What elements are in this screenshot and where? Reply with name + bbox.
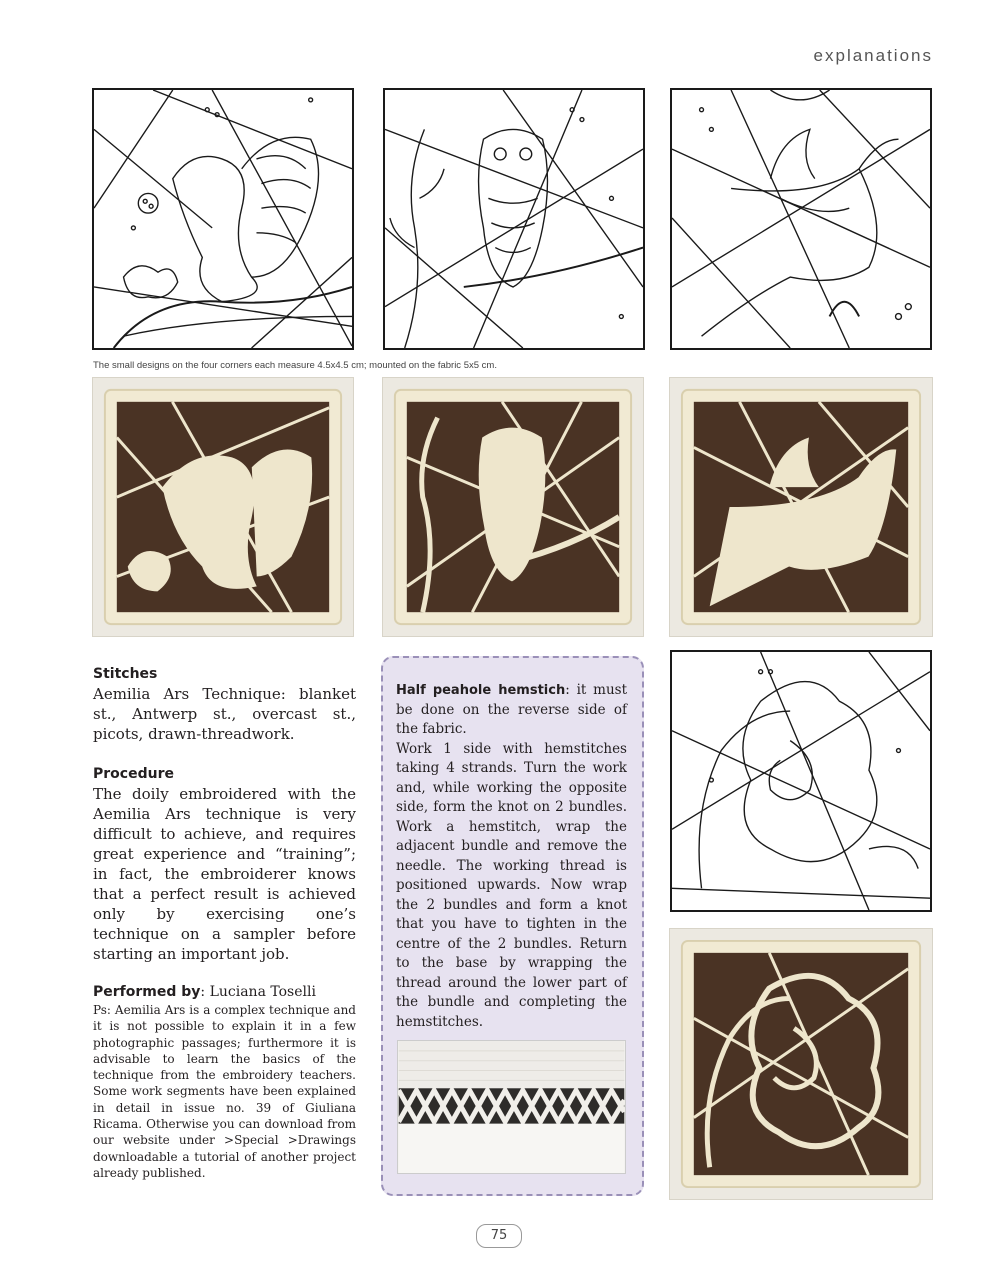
squirrel-drawing xyxy=(92,88,354,350)
hemstitch-intro-text: : it must be done on the reverse side of the fabric. xyxy=(396,682,627,737)
performed-by xyxy=(93,982,356,1002)
procedure-text: The doily embroidered with the Aemilia Ars technique is very difficult to achieve, and requires great experience and “training”; in fact, the embroiderer knows that a perfect result is achieved only by exercising one’s technique on a sampler before starting an important job. xyxy=(93,785,356,963)
bird-embroidery-photo xyxy=(669,377,933,637)
squirrel-embroidery-photo xyxy=(92,377,354,637)
page-number: 75 xyxy=(476,1224,522,1248)
stitches-text: Aemilia Ars Technique: blanket st., Antwerp st., overcast st., picots, drawn-threadwork. xyxy=(93,685,356,743)
hemstitch-sample-photo xyxy=(397,1040,626,1174)
stitches-heading: Stitches xyxy=(93,666,158,682)
dimensions-caption: The small designs on the four corners each measure 4.5x4.5 cm; mounted on the fabric 5x5 cm. xyxy=(93,360,497,371)
owl-drawing xyxy=(383,88,645,350)
hemstitch-intro xyxy=(396,681,627,740)
performer-name: : Luciana Toselli xyxy=(200,984,316,1000)
flower-drawing xyxy=(670,650,932,912)
performed-by-label: Performed by xyxy=(93,984,201,1000)
section-label: explanations xyxy=(813,46,933,65)
postscript-note: Ps: Aemilia Ars is a complex technique and it is not possible to explain it in a few photographic passages; furthermore it is advisable to learn the basics of the technique from the embroidery teachers. Some work segments have been explained in detail in issue no. 39 of Giuliana Ricama. Otherwise you can download from our website under >Special >Drawings downloadable a tutorial of another project already published. xyxy=(93,1003,356,1180)
hemstitch-heading: Half peahole hemstich xyxy=(396,683,566,698)
flower-embroidery-photo xyxy=(669,928,933,1200)
procedure-heading: Procedure xyxy=(93,766,174,782)
hemstitch-steps: Work 1 side with hemstitches taking 4 strands. Turn the work and, while working the opposite side, form the knot on 2 bundles. Work a hemstitch, wrap the adjacent bundle and remove the needle. The working thread is positioned upwards. Now wrap the 2 bundles and form a knot that you have to tighten in the centre of the 2 bundles. Return to the base by wrapping the thread around the lower part of the bundle and completing the hemstitches. xyxy=(396,740,627,1030)
bird-drawing xyxy=(670,88,932,350)
owl-embroidery-photo xyxy=(382,377,644,637)
